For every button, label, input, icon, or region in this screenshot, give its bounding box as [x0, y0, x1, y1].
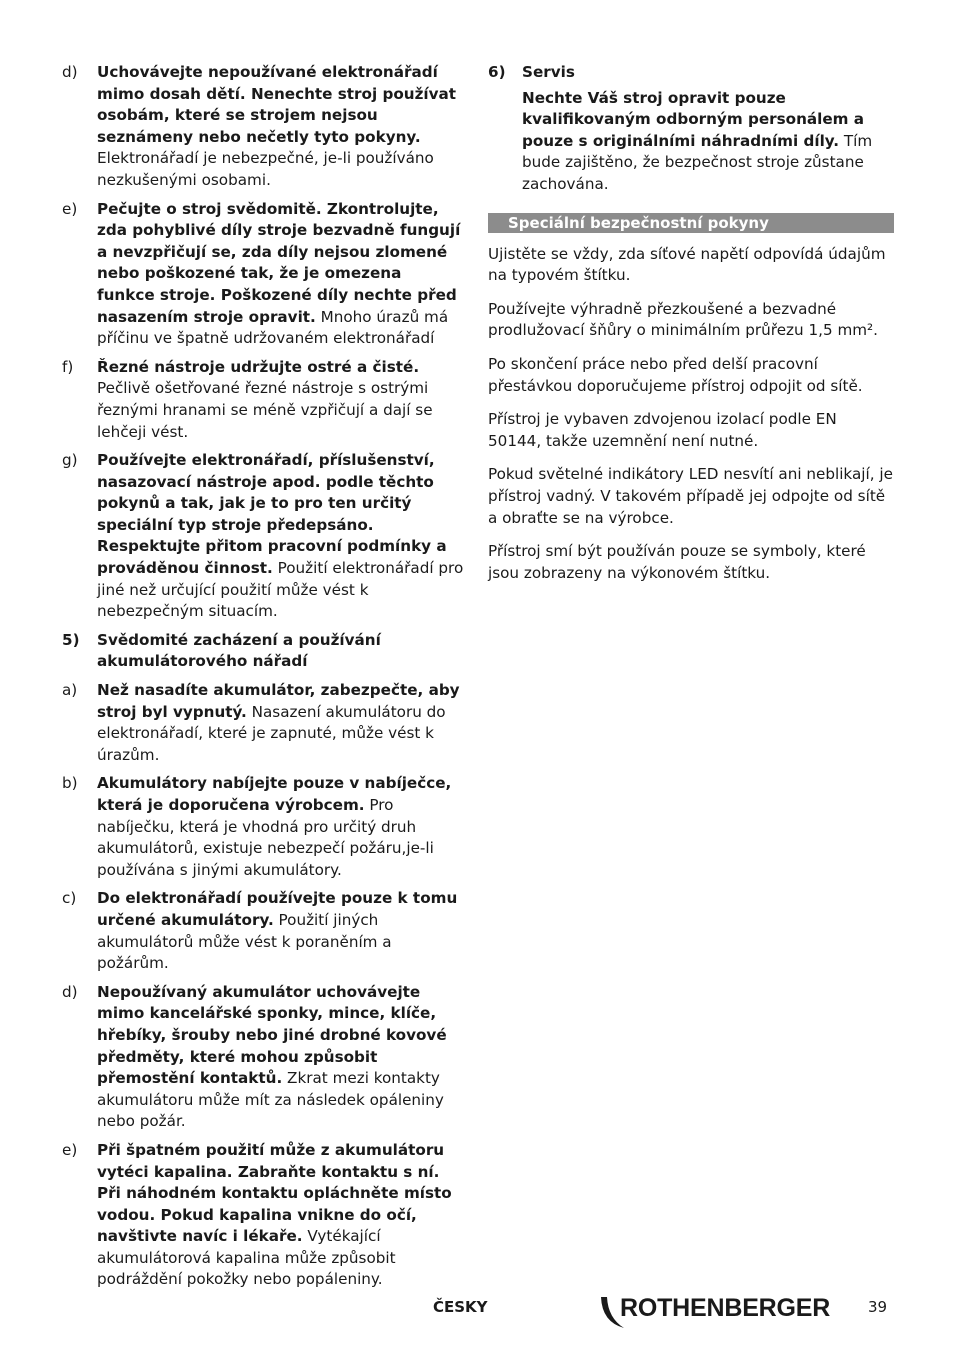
list-item-bold-text: Svědomité zacházení a používání akumulátorového nářadí: [97, 630, 381, 671]
servis-text: [488, 88, 894, 196]
list-item-bold-text: Než nasadíte akumulátor, zabezpečte, aby stroj byl vypnutý.: [97, 681, 460, 721]
list-item-text: [97, 62, 464, 192]
list-item: [62, 982, 464, 1133]
list-item-bold-text: Nepoužívaný akumulátor uchovávejte mimo kancelářské sponky, mince, klíče, hřebíky, šrouby nebo jiné drobné kovové předměty, které mohou způsobit přemostění kontaktů.: [97, 982, 447, 1088]
list-item-text: [97, 357, 464, 443]
special-safety-paragraphs: [488, 244, 894, 585]
list-item-label: c): [62, 889, 77, 908]
list-item-text: [97, 982, 464, 1133]
safety-paragraph: Přístroj smí být používán pouze se symboly, které jsou zobrazeny na výkonovém štítku.: [488, 542, 866, 582]
list-item-text: [97, 450, 464, 623]
list-item: [62, 680, 464, 766]
safety-paragraph: Ujistěte se vždy, zda síťové napětí odpovídá údajům na typovém štítku.: [488, 244, 886, 285]
list-item-label: d): [62, 63, 78, 81]
list-item-bold-text: Uchovávejte nepoužívané elektronářadí mimo dosah dětí. Nenechte stroj používat osobám, které se strojem nejsou seznámeny nebo nečetly tyto pokyny.: [97, 63, 457, 146]
list-item-text: [97, 199, 464, 350]
list-item-label: e): [62, 1140, 78, 1159]
list-item: [62, 199, 464, 350]
list-item-normal-text: Pro nabíječku, která je vhodná pro určitý druh akumulátorů, existuje nebezpečí požáru,je-li používána s jinými akumulátory.: [97, 796, 434, 879]
list-item: [62, 773, 464, 881]
list-item-bold-text: Pečujte o stroj svědomitě. Zkontrolujte, zda pohyblivé díly stroje bezvadně fungují a nevzpřičují se, zda díly nejsou zlomené nebo poškozené tak, že je omezena funkce stroje. Poškozené díly nechte před nasazením stroje opravit.: [97, 199, 461, 326]
safety-paragraph: Používejte výhradně přezkoušené a bezvadné prodlužovací šňůry o minimálním průřezu 1,5 mm².: [488, 299, 878, 340]
safety-paragraph: Po skončení práce nebo před delší pracovní přestávkou doporučujeme přístroj odpojit od sítě.: [488, 354, 863, 395]
section-heading: [62, 630, 464, 673]
language-label: ČESKY: [433, 1298, 488, 1316]
list-item: [62, 450, 464, 623]
special-safety-heading: Speciální bezpečnostní pokyny: [488, 213, 894, 233]
list-item-normal-text: Nasazení akumulátoru do elektronářadí, které je zapnuté, může vést k úrazům.: [97, 702, 446, 764]
list-item-bold-text: Při špatném použití může z akumulátoru vytéci kapalina. Zabraňte kontaktu s ní. Při náhodném kontaktu opláchněte místo vodou. Pokud kapalina vnikne do očí, navštivte navíc i lékaře.: [97, 1140, 452, 1246]
list-item-bold-text: Do elektronářadí používejte pouze k tomu určené akumulátory.: [97, 889, 458, 929]
list-item-label: f): [62, 357, 74, 376]
page-number: 39: [868, 1298, 888, 1316]
list-item-normal-text: Mnoho úrazů má příčinu ve špatně udržovaném elektronářadí: [97, 307, 449, 348]
list-item-normal-text: Použití jiných akumulátorů může vést k poraněním a požárům.: [97, 910, 392, 973]
list-item: [62, 357, 464, 443]
servis-heading: [488, 62, 894, 84]
list-item-normal-text: Vytékající akumulátorová kapalina může způsobit podráždění pokožky nebo popáleniny.: [97, 1227, 396, 1289]
list-item-bold-text: Akumulátory nabíjejte pouze v nabíječce, která je doporučena výrobcem.: [97, 774, 452, 814]
list-item-text: [97, 1140, 464, 1291]
safety-paragraph: Pokud světelné indikátory LED nesvítí ani neblikají, je přístroj vadný. V takovém případě jej odpojte od sítě a obraťte se na výrobce.: [488, 465, 893, 527]
list-item-label: 5): [62, 630, 80, 649]
list-item-text: [97, 773, 464, 881]
list-item-normal-text: Zkrat mezi kontakty akumulátoru může mít za následek opáleniny nebo požár.: [97, 1069, 444, 1131]
list-item-label: a): [62, 681, 78, 700]
list-item-normal-text: Pečlivě ošetřované řezné nástroje s ostrými řeznými hranami se méně vzpřičují a dají se lehčeji vést.: [97, 379, 433, 441]
servis-number: 6): [488, 63, 506, 81]
list-item: [62, 62, 464, 192]
list-item-label: e): [62, 199, 78, 218]
list-item-text: [97, 888, 464, 974]
list-item-normal-text: Elektronářadí je nebezpečné, je-li používáno nezkušenými osobami.: [97, 149, 434, 189]
list-item-text: [97, 630, 464, 673]
servis-bold-text: Nechte Váš stroj opravit pouze kvalifikovaným odborným personálem a pouze s originálními náhradními díly.: [522, 88, 865, 150]
list-item-label: d): [62, 982, 78, 1001]
list-item: [62, 888, 464, 974]
servis-normal-text: Tím bude zajištěno, že bezpečnost stroje zůstane zachována.: [522, 131, 873, 193]
list-item-bold-text: Používejte elektronářadí, příslušenství, nasazovací nástroje apod. podle těchto pokynů a tak, jak je to pro ten určitý speciální typ stroje předepsáno. Respektujte přitom pracovní podmínky a prováděnou činnost.: [97, 451, 447, 578]
left-column: [62, 62, 464, 1298]
safety-paragraph: Přístroj je vybaven zdvojenou izolací podle EN 50144, takže uzemnění není nutné.: [488, 410, 837, 450]
list-item-normal-text: Použití elektronářadí pro jiné než určující použití může vést k nebezpečným situacím.: [97, 559, 464, 621]
list-item-label: g): [62, 451, 78, 470]
rothenberger-logo: [598, 1292, 834, 1332]
list-item-text: [97, 680, 464, 766]
right-column: [488, 62, 894, 584]
brand-name: ROTHENBERGER: [620, 1294, 831, 1322]
list-item: [62, 1140, 464, 1291]
list-item-label: b): [62, 774, 78, 793]
list-item-bold-text: Řezné nástroje udržujte ostré a čisté.: [97, 357, 420, 376]
servis-title: Servis: [522, 63, 575, 81]
